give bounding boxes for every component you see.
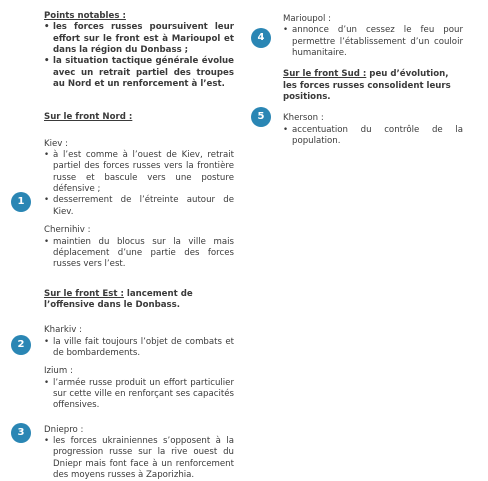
badge-2: 2 <box>11 335 31 355</box>
badge-4: 4 <box>251 28 271 48</box>
izium-item: • l’armée russe produit un effort particulier sur cette ville en renforçant ses capacités offensives. <box>44 378 234 412</box>
notable-list <box>44 22 234 90</box>
notable-item: • les forces russes poursuivent leur effort sur le front est à Marioupol et dans la région du Donbass ; <box>44 22 234 56</box>
chernihiv-list <box>44 237 234 271</box>
left-column <box>44 11 234 481</box>
mariupol-list <box>283 25 463 59</box>
dniepro-list <box>44 436 234 481</box>
south-heading: Sur le front Sud : peu d’évolution, les forces russes consolident leurs positions. <box>283 69 451 103</box>
kiev-item: • desserrement de l’étreinte autour de Kiev. <box>44 195 234 218</box>
dniepro-city: Dniepro : <box>44 424 84 435</box>
mariupol-city: Marioupol : <box>283 14 332 24</box>
east-heading: Sur le front Est : lancement de l’offensive dans le Donbass. <box>44 288 193 310</box>
dniepro-item: • les forces ukrainiennes s’opposent à la progression russe sur la rive ouest du Dniepr mais font face à un renforcement des moyens russes à Zaporizhia. <box>44 436 234 481</box>
mariupol-item: • annonce d’un cessez le feu pour permettre l’établissement d’un couloir humanitaire. <box>283 25 463 59</box>
notable-heading: Points notables : <box>44 11 126 21</box>
right-column <box>283 14 463 147</box>
kiev-item: • à l’est comme à l’ouest de Kiev, retrait partiel des forces russes vers la frontière russe et bascule vers une posture défensive ; <box>44 150 234 195</box>
kherson-list <box>283 125 463 148</box>
badge-3: 3 <box>11 423 31 443</box>
kharkiv-item: • la ville fait toujours l’objet de combats et de bombardements. <box>44 337 234 360</box>
chernihiv-city: Chernihiv : <box>44 225 91 236</box>
kiev-list <box>44 150 234 218</box>
badge-5: 5 <box>251 107 271 127</box>
kherson-item: • accentuation du contrôle de la population. <box>283 125 463 148</box>
kharkiv-list <box>44 337 234 360</box>
izium-list <box>44 378 234 412</box>
chernihiv-item: • maintien du blocus sur la ville mais déplacement d’une partie des forces russes vers l’est. <box>44 237 234 271</box>
kherson-city: Kherson : <box>283 113 324 124</box>
badge-1: 1 <box>11 192 31 212</box>
north-heading: Sur le front Nord : <box>44 112 133 123</box>
kharkiv-city: Kharkiv : <box>44 325 82 336</box>
kiev-city: Kiev : <box>44 138 69 149</box>
izium-city: Izium : <box>44 366 73 377</box>
notable-item: • la situation tactique générale évolue avec un retrait partiel des troupes au Nord et un renforcement à l’est. <box>44 56 234 90</box>
